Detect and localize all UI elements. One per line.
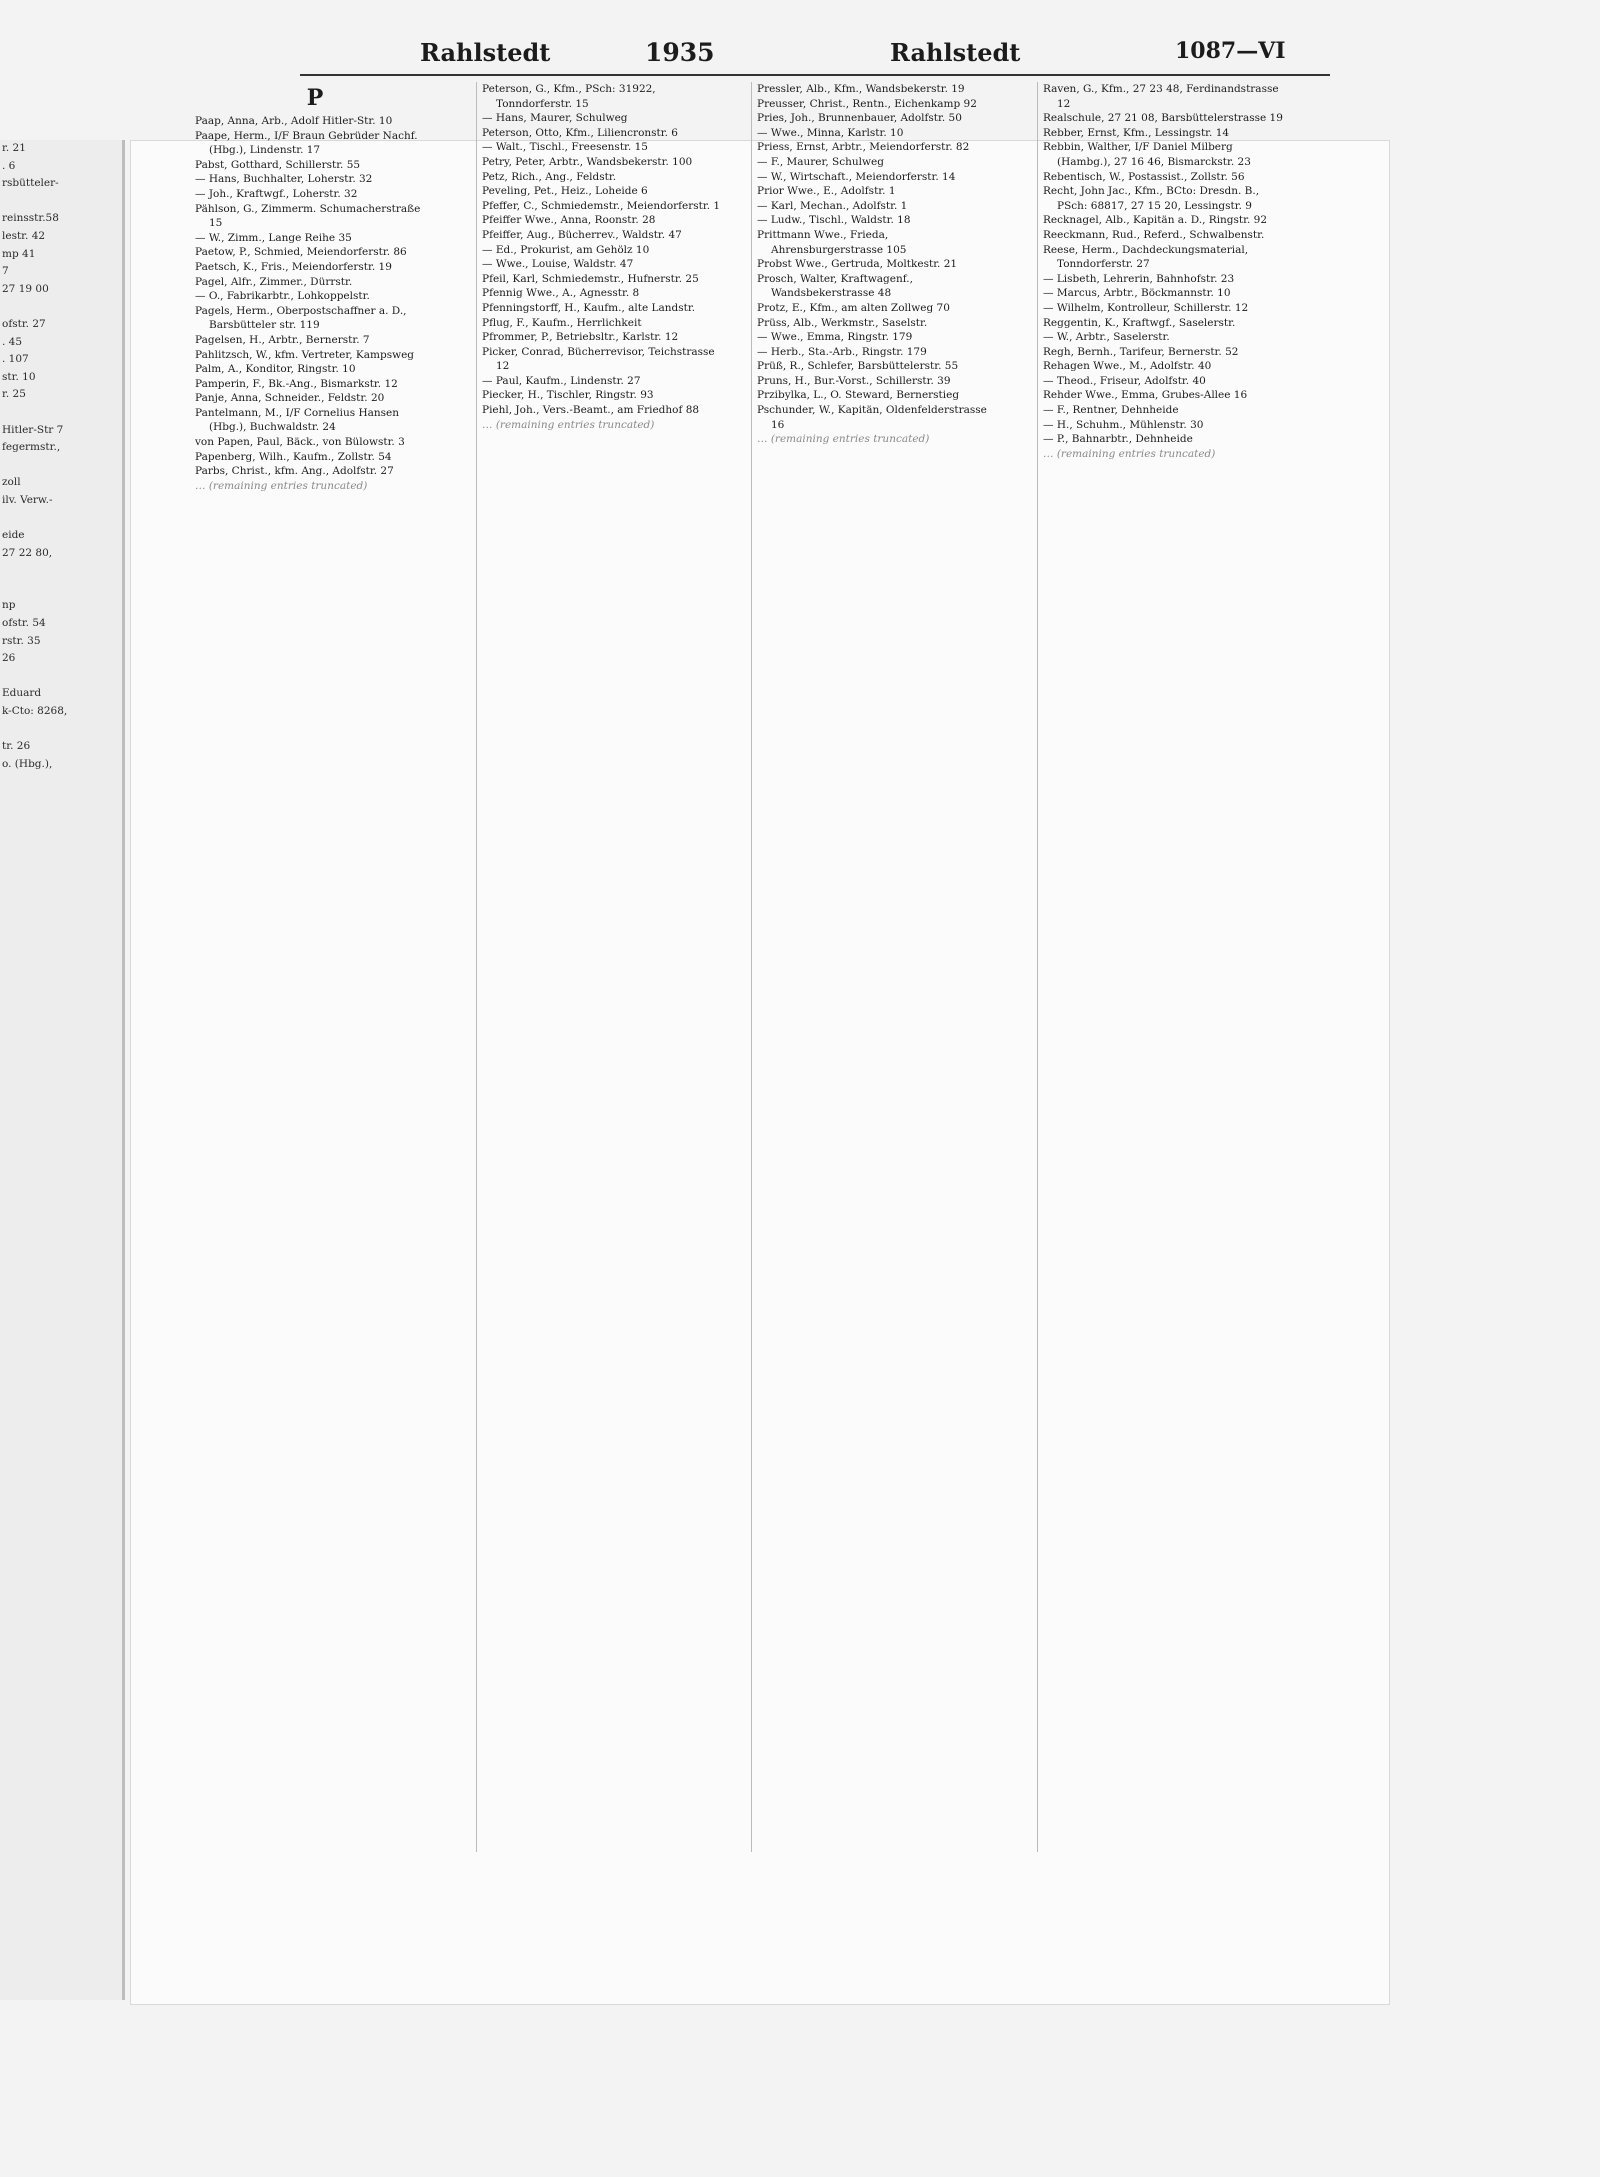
directory-entry: — F., Rentner, Dehnheide xyxy=(1043,404,1179,417)
directory-entry: Piehl, Joh., Vers.-Beamt., am Friedhof 88 xyxy=(482,404,700,417)
header-left-title: Rahlstedt xyxy=(420,38,551,67)
directory-entry: — F., Maurer, Schulweg xyxy=(757,155,884,168)
directory-entry: Reese, Herm., Dachdeckungsmaterial, Tonndorferstr. 27 xyxy=(1043,243,1249,271)
left-fragment-line xyxy=(0,457,122,475)
directory-entry: Pfeiffer Wwe., Anna, Roonstr. 28 xyxy=(482,214,656,227)
directory-entry: — Wwe., Louise, Waldstr. 47 xyxy=(482,258,634,271)
directory-column-1 xyxy=(195,82,435,1852)
left-fragment-line: ilv. Verw.- xyxy=(2,493,53,506)
left-fragment-line: Eduard xyxy=(2,687,42,700)
left-fragment-line: ofstr. 27 xyxy=(2,317,46,330)
directory-entry: Pfrommer, P., Betriebsltr., Karlstr. 12 xyxy=(482,331,679,344)
left-fragment-line xyxy=(0,721,122,739)
left-fragment-line: 27 19 00 xyxy=(2,282,49,295)
directory-entry: Preusser, Christ., Rentn., Eichenkamp 92 xyxy=(757,97,977,110)
directory-entry: Peterson, G., Kfm., PSch: 31922, Tonndorferstr. 15 xyxy=(482,83,656,110)
directory-entry: Pfeffer, C., Schmiedemstr., Meiendorferstr. 1 xyxy=(482,199,721,212)
directory-entry: — Ludw., Tischl., Waldstr. 18 xyxy=(757,214,911,227)
left-fragment-line: zoll xyxy=(2,476,21,489)
directory-entry: — Karl, Mechan., Adolfstr. 1 xyxy=(757,199,908,212)
truncation-note: … (remaining entries truncated) xyxy=(482,418,655,431)
column-divider xyxy=(1037,82,1038,1852)
directory-column-3 xyxy=(757,82,997,1852)
directory-entry: Pries, Joh., Brunnenbauer, Adolfstr. 50 xyxy=(757,112,962,125)
left-fragment-line: mp 41 xyxy=(2,247,36,260)
directory-entry: Reggentin, K., Kraftwgf., Saselerstr. xyxy=(1043,316,1236,329)
directory-entry: — Herb., Sta.-Arb., Ringstr. 179 xyxy=(757,345,927,358)
directory-entry: Pfeiffer, Aug., Bücherrev., Waldstr. 47 xyxy=(482,228,682,241)
directory-entry: Rebbin, Walther, I/F Daniel Milberg (Hambg.), 27 16 46, Bismarckstr. 23 xyxy=(1043,141,1251,168)
directory-entry: Pfeil, Karl, Schmiedemstr., Hufnerstr. 25 xyxy=(482,272,699,285)
left-fragment-line: o. (Hbg.), xyxy=(2,757,53,770)
directory-entry: Regh, Bernh., Tarifeur, Bernerstr. 52 xyxy=(1043,345,1239,358)
directory-entry: Pählson, G., Zimmerm. Schumacherstraße 15 xyxy=(195,202,421,230)
directory-entry: Piecker, H., Tischler, Ringstr. 93 xyxy=(482,389,654,402)
header-page-number: 1087—VI xyxy=(1175,38,1286,64)
left-fragment-line: ofstr. 54 xyxy=(2,617,46,630)
directory-entry: Pagelsen, H., Arbtr., Bernerstr. 7 xyxy=(195,333,370,346)
directory-entry: — Ed., Prokurist, am Gehölz 10 xyxy=(482,243,650,256)
section-letter: P xyxy=(306,85,324,111)
truncation-note: … (remaining entries truncated) xyxy=(195,479,368,492)
directory-entry: — Marcus, Arbtr., Böckmannstr. 10 xyxy=(1043,287,1231,300)
directory-entry: Palm, A., Konditor, Ringstr. 10 xyxy=(195,363,356,376)
left-fragment-line: . 107 xyxy=(2,353,29,366)
directory-entry: — O., Fabrikarbtr., Lohkoppelstr. xyxy=(195,290,370,303)
left-fragment-line: 7 xyxy=(2,265,9,278)
directory-entry: Prior Wwe., E., Adolfstr. 1 xyxy=(757,185,896,198)
left-fragment-line: r. 25 xyxy=(2,388,26,401)
directory-entry: Protz, E., Kfm., am alten Zollweg 70 xyxy=(757,301,950,314)
directory-entry: Pressler, Alb., Kfm., Wandsbekerstr. 19 xyxy=(757,83,965,95)
directory-entry: Pabst, Gotthard, Schillerstr. 55 xyxy=(195,158,361,171)
directory-entry: Pfenningstorff, H., Kaufm., alte Landstr. xyxy=(482,301,696,314)
left-fragment-line xyxy=(0,298,122,316)
directory-entry: Pahlitzsch, W., kfm. Vertreter, Kampsweg xyxy=(195,348,415,361)
left-fragment-line: lestr. 42 xyxy=(2,229,46,242)
left-fragment-line xyxy=(0,562,122,580)
left-page-fragment xyxy=(0,140,125,2000)
left-fragment-line: . 6 xyxy=(2,159,16,172)
column-divider xyxy=(476,82,477,1852)
directory-column-2 xyxy=(482,82,722,1852)
header-rule xyxy=(300,74,1330,76)
directory-entry: Probst Wwe., Gertruda, Moltkestr. 21 xyxy=(757,258,958,271)
directory-entry: Petry, Peter, Arbtr., Wandsbekerstr. 100 xyxy=(482,155,693,168)
directory-entry: Parbs, Christ., kfm. Ang., Adolfstr. 27 xyxy=(195,465,394,478)
directory-entry: Paetsch, K., Fris., Meiendorferstr. 19 xyxy=(195,260,392,273)
directory-entry: Pflug, F., Kaufm., Herrlichkeit xyxy=(482,316,642,329)
directory-entry: Recht, John Jac., Kfm., BCto: Dresdn. B., PSch: 68817, 27 15 20, Lessingstr. 9 xyxy=(1043,185,1260,212)
directory-entry: — H., Schuhm., Mühlenstr. 30 xyxy=(1043,418,1204,431)
directory-entry: Prüss, Alb., Werkmstr., Saselstr. xyxy=(757,316,928,329)
directory-entry: Prüß, R., Schlefer, Barsbüttelerstr. 55 xyxy=(757,360,959,373)
directory-entry: — Hans, Maurer, Schulweg xyxy=(482,112,628,125)
left-fragment-line: . 45 xyxy=(2,335,23,348)
left-fragment-line xyxy=(0,668,122,686)
left-fragment-line xyxy=(0,580,122,598)
directory-entry: — Walt., Tischl., Freesenstr. 15 xyxy=(482,141,648,154)
directory-entry: Raven, G., Kfm., 27 23 48, Ferdinandstrasse 12 xyxy=(1043,83,1279,110)
header-year: 1935 xyxy=(645,38,715,67)
directory-entry: Reeckmann, Rud., Referd., Schwalbenstr. xyxy=(1043,228,1265,241)
left-fragment-line xyxy=(0,193,122,211)
directory-entry: Paap, Anna, Arb., Adolf Hitler-Str. 10 xyxy=(195,115,393,127)
left-fragment-line: np xyxy=(2,599,16,612)
left-fragment-line xyxy=(0,509,122,527)
directory-entry: Rehder Wwe., Emma, Grubes-Allee 16 xyxy=(1043,389,1248,402)
directory-entry: Rebentisch, W., Postassist., Zollstr. 56 xyxy=(1043,170,1245,183)
directory-entry: Recknagel, Alb., Kapitän a. D., Ringstr. 92 xyxy=(1043,214,1268,227)
left-fragment-line: r. 21 xyxy=(2,142,26,154)
directory-entry: Priess, Ernst, Arbtr., Meiendorferstr. 82 xyxy=(757,141,970,154)
directory-entry: Realschule, 27 21 08, Barsbüttelerstrasse 19 xyxy=(1043,112,1283,125)
truncation-note: … (remaining entries truncated) xyxy=(1043,447,1216,460)
directory-entry: — Hans, Buchhalter, Loherstr. 32 xyxy=(195,173,373,186)
directory-entry: — Wwe., Emma, Ringstr. 179 xyxy=(757,331,913,344)
directory-entry: — W., Arbtr., Saselerstr. xyxy=(1043,331,1170,344)
directory-entry: Panje, Anna, Schneider., Feldstr. 20 xyxy=(195,392,385,405)
header-right-title: Rahlstedt xyxy=(890,38,1021,67)
directory-entry: Pruns, H., Bur.-Vorst., Schillerstr. 39 xyxy=(757,374,951,387)
left-fragment-line: 27 22 80, xyxy=(2,546,53,559)
truncation-note: … (remaining entries truncated) xyxy=(757,433,930,446)
directory-entry: Prosch, Walter, Kraftwagenf., Wandsbekerstrasse 48 xyxy=(757,272,913,300)
directory-entry: Rehagen Wwe., M., Adolfstr. 40 xyxy=(1043,360,1212,373)
left-fragment-line xyxy=(0,404,122,422)
directory-entry: Peveling, Pet., Heiz., Loheide 6 xyxy=(482,185,648,198)
directory-entry: Rebber, Ernst, Kfm., Lessingstr. 14 xyxy=(1043,126,1230,139)
directory-entry: — Wilhelm, Kontrolleur, Schillerstr. 12 xyxy=(1043,301,1249,314)
directory-entry: von Papen, Paul, Bäck., von Bülowstr. 3 xyxy=(195,436,405,449)
left-fragment-line: eide xyxy=(2,529,25,542)
directory-entry: Pantelmann, M., I/F Cornelius Hansen (Hbg.), Buchwaldstr. 24 xyxy=(195,406,399,434)
directory-entry: Paetow, P., Schmied, Meiendorferstr. 86 xyxy=(195,246,407,259)
left-fragment-line: reinsstr.58 xyxy=(2,212,59,225)
directory-entry: — Lisbeth, Lehrerin, Bahnhofstr. 23 xyxy=(1043,272,1235,285)
directory-entry: — Wwe., Minna, Karlstr. 10 xyxy=(757,126,904,139)
directory-entry: Przibylka, L., O. Steward, Bernerstieg xyxy=(757,389,960,402)
directory-entry: Pfennig Wwe., A., Agnesstr. 8 xyxy=(482,287,640,300)
left-fragment-line: rstr. 35 xyxy=(2,634,41,647)
directory-entry: Pagel, Alfr., Zimmer., Dürrstr. xyxy=(195,275,353,288)
directory-entry: Papenberg, Wilh., Kaufm., Zollstr. 54 xyxy=(195,450,392,463)
directory-entry: — W., Wirtschaft., Meiendorferstr. 14 xyxy=(757,170,956,183)
directory-entry: Prittmann Wwe., Frieda, Ahrensburgerstrasse 105 xyxy=(757,228,907,256)
directory-entry: Picker, Conrad, Bücherrevisor, Teichstrasse 12 xyxy=(482,345,715,373)
directory-entry: — Paul, Kaufm., Lindenstr. 27 xyxy=(482,374,641,387)
left-fragment-line: str. 10 xyxy=(2,370,36,383)
directory-entry: — W., Zimm., Lange Reihe 35 xyxy=(195,231,352,244)
directory-entry: Pschunder, W., Kapitän, Oldenfelderstrasse 16 xyxy=(757,404,987,431)
left-fragment-line: tr. 26 xyxy=(2,740,31,753)
left-fragment-line: Hitler-Str 7 xyxy=(2,423,64,436)
left-fragment-line: 26 xyxy=(2,652,16,665)
directory-entry: — Theod., Friseur, Adolfstr. 40 xyxy=(1043,374,1206,387)
directory-entry: Petz, Rich., Ang., Feldstr. xyxy=(482,170,617,183)
directory-column-4 xyxy=(1043,82,1283,1852)
page-header xyxy=(300,38,1300,68)
left-fragment-line: fegermstr., xyxy=(2,441,61,454)
directory-entry: Pamperin, F., Bk.-Ang., Bismarkstr. 12 xyxy=(195,377,398,390)
left-fragment-line: rsbütteler- xyxy=(2,177,59,190)
directory-entry: Pagels, Herm., Oberpostschaffner a. D., Barsbütteler str. 119 xyxy=(195,304,407,332)
directory-entry: Paape, Herm., I/F Braun Gebrüder Nachf. (Hbg.), Lindenstr. 17 xyxy=(195,129,418,157)
left-fragment-line: k-Cto: 8268, xyxy=(2,705,68,717)
directory-entry: — P., Bahnarbtr., Dehnheide xyxy=(1043,433,1193,446)
column-divider xyxy=(751,82,752,1852)
directory-entry: — Joh., Kraftwgf., Loherstr. 32 xyxy=(195,187,358,200)
directory-entry: Peterson, Otto, Kfm., Liliencronstr. 6 xyxy=(482,126,678,139)
